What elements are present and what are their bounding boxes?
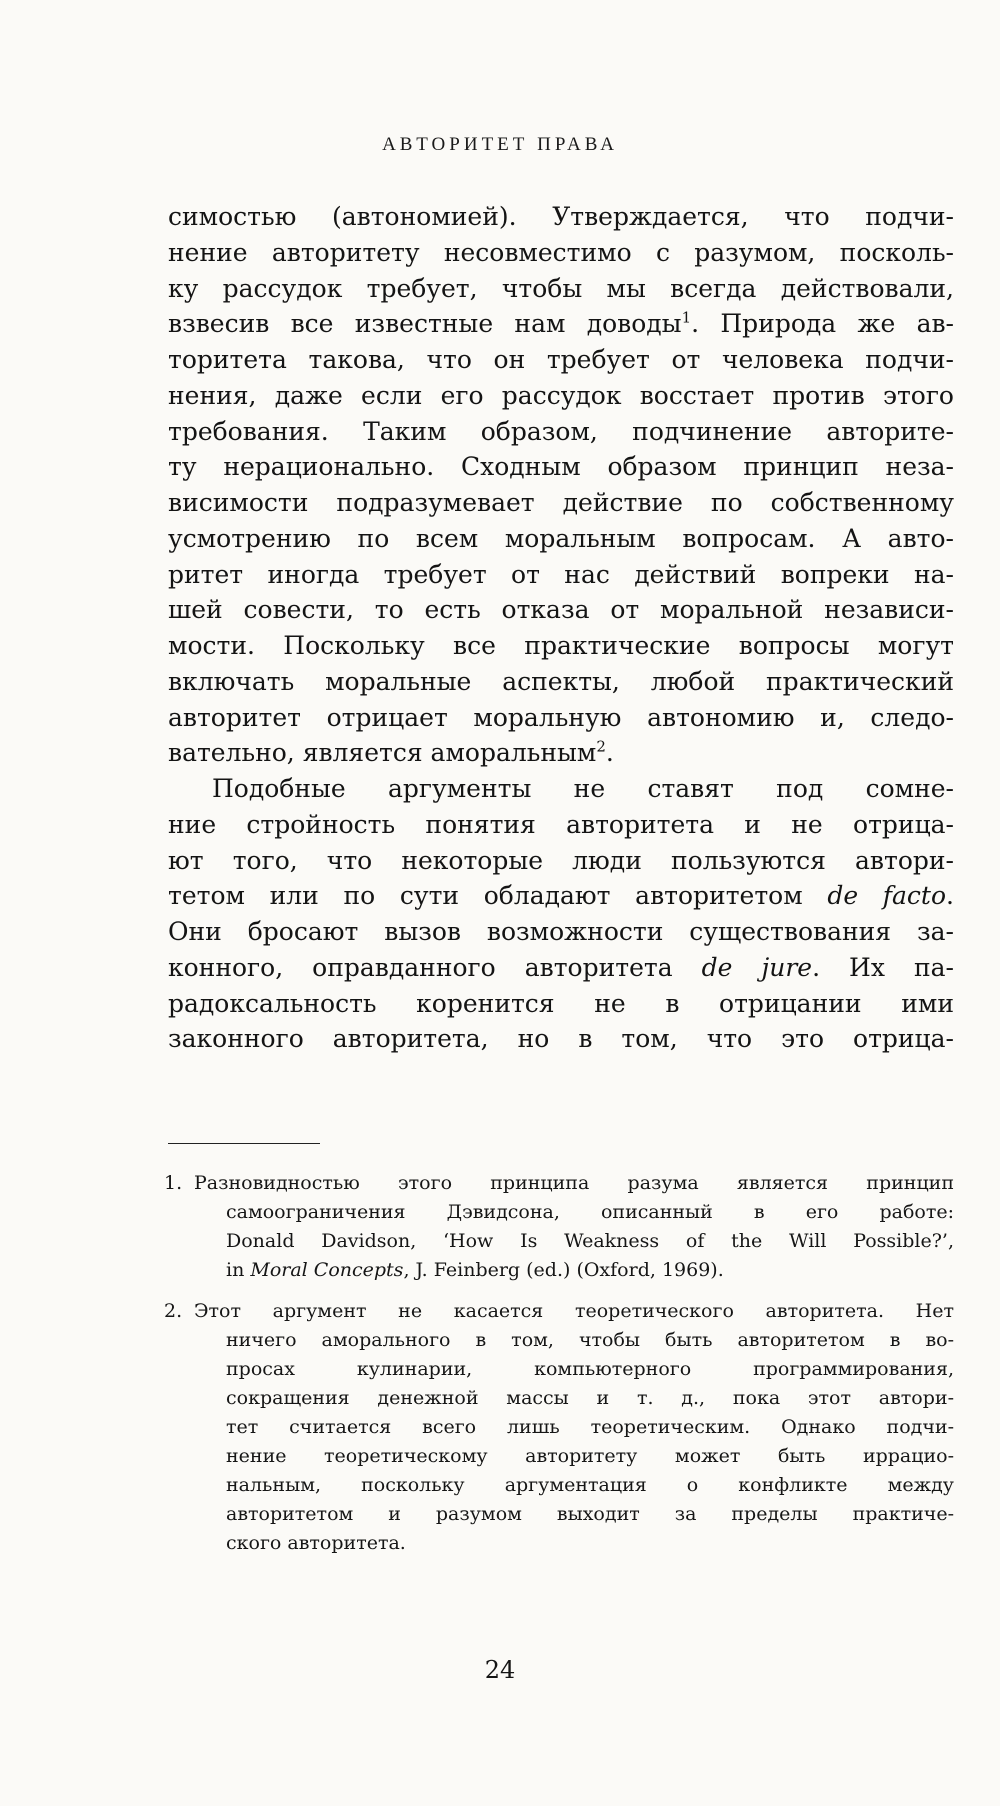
text-line: усмотрению по всем моральным вопросам. А авто- xyxy=(168,523,954,553)
text-line: ту нерационально. Сходным образом принцип неза- xyxy=(168,452,954,482)
text-line xyxy=(168,950,954,986)
footnote-number: 1. xyxy=(164,1172,183,1194)
text-line: нения, даже если его рассудок восстает против этого xyxy=(168,380,954,410)
text-segment: тетом или по сути обладают авторитетом xyxy=(168,881,828,911)
footnote-line: ничего аморального в том, чтобы быть авторитетом в во- xyxy=(226,1329,954,1351)
footnote-ref-2[interactable]: 2 xyxy=(596,737,606,756)
text-line: ют того, что некоторые люди пользуются автори- xyxy=(168,845,954,875)
paragraph-first-line: Подобные аргументы не ставят под сомне- xyxy=(212,774,954,803)
text-segment: конного, оправданного авторитета xyxy=(168,952,702,982)
main-text xyxy=(168,199,954,1057)
text-segment: . xyxy=(605,738,614,768)
footnote-line: ского авторитета. xyxy=(226,1532,406,1554)
text-line xyxy=(168,735,954,771)
text-segment: . Природа же ав- xyxy=(691,309,954,339)
footnote-line: просах кулинарии, компьютерного программирования, xyxy=(226,1358,954,1380)
text-line: радоксальность коренится не в отрицании ими xyxy=(168,988,954,1018)
footnote-line: авторитетом и разумом выходит за пределы практиче- xyxy=(226,1503,954,1525)
text-segment: взвесив все известные нам доводы xyxy=(168,309,682,339)
text-line xyxy=(168,878,954,914)
footnote-number: 2. xyxy=(164,1300,183,1322)
footnote-line: тет считается всего лишь теоретическим. Однако подчи- xyxy=(226,1416,954,1438)
text-line: мости. Поскольку все практические вопросы могут xyxy=(168,631,954,660)
text-line: висимости подразумевает действие по собственному xyxy=(168,488,954,517)
text-line: симостью (автономией). Утверждается, что подчи- xyxy=(168,202,954,231)
footnote-line: Этот аргумент не касается теоретического авторитета. Нет xyxy=(194,1300,954,1322)
text-line xyxy=(168,306,954,342)
running-head: АВТОРИТЕТ ПРАВА xyxy=(382,134,618,155)
text-segment: вательно, является аморальным xyxy=(168,738,597,768)
text-segment: , J. Feinberg (ed.) (Oxford, 1969). xyxy=(403,1259,724,1281)
text-line: требования. Таким образом, подчинение авторите- xyxy=(168,416,954,446)
text-line: торитета такова, что он требует от человека подчи- xyxy=(168,345,954,374)
footnote-line: Разновидностью этого принципа разума является принцип xyxy=(194,1172,954,1194)
footnote-line: самоограничения Дэвидсона, описанный в его работе: xyxy=(226,1201,954,1223)
text-line: ритет иногда требует от нас действий вопреки на- xyxy=(168,559,954,589)
footnote-line: нальным, поскольку аргументация о конфликте между xyxy=(226,1474,954,1496)
footnote-separator xyxy=(168,1143,320,1144)
footnote-line: нение теоретическому авторитету может быть иррацио- xyxy=(226,1445,954,1467)
footnote-ref-1[interactable]: 1 xyxy=(681,308,692,327)
footnote-line: сокращения денежной массы и т. д., пока этот автори- xyxy=(226,1387,954,1409)
italic-title: Moral Concepts xyxy=(250,1259,404,1281)
text-line: нение авторитету несовместимо с разумом, посколь- xyxy=(168,237,954,267)
text-segment: . Их па- xyxy=(812,952,954,982)
text-line: ние стройность понятия авторитета и не отрица- xyxy=(168,809,954,839)
text-segment: in xyxy=(226,1259,251,1281)
footnote-line: Donald Davidson, ‘How Is Weakness of the Will Possible?’, xyxy=(226,1230,954,1252)
italic-term: de facto xyxy=(827,881,947,911)
text-line: законного авторитета, но в том, что это отрица- xyxy=(168,1024,954,1054)
page-number: 24 xyxy=(484,1656,516,1684)
italic-term: de jure xyxy=(701,952,813,982)
footnote-body xyxy=(194,1169,954,1285)
text-line: Они бросают вызов возможности существования за- xyxy=(168,917,954,946)
footnote-body xyxy=(194,1297,954,1558)
text-line: авторитет отрицает моральную автономию и, следо- xyxy=(168,702,954,732)
text-segment: . xyxy=(946,881,954,911)
footnote-line xyxy=(194,1256,954,1285)
text-line: включать моральные аспекты, любой практический xyxy=(168,666,954,696)
text-line: шей совести, то есть отказа от моральной независи- xyxy=(168,595,954,625)
text-line: ку рассудок требует, чтобы мы всегда действовали, xyxy=(168,273,954,303)
